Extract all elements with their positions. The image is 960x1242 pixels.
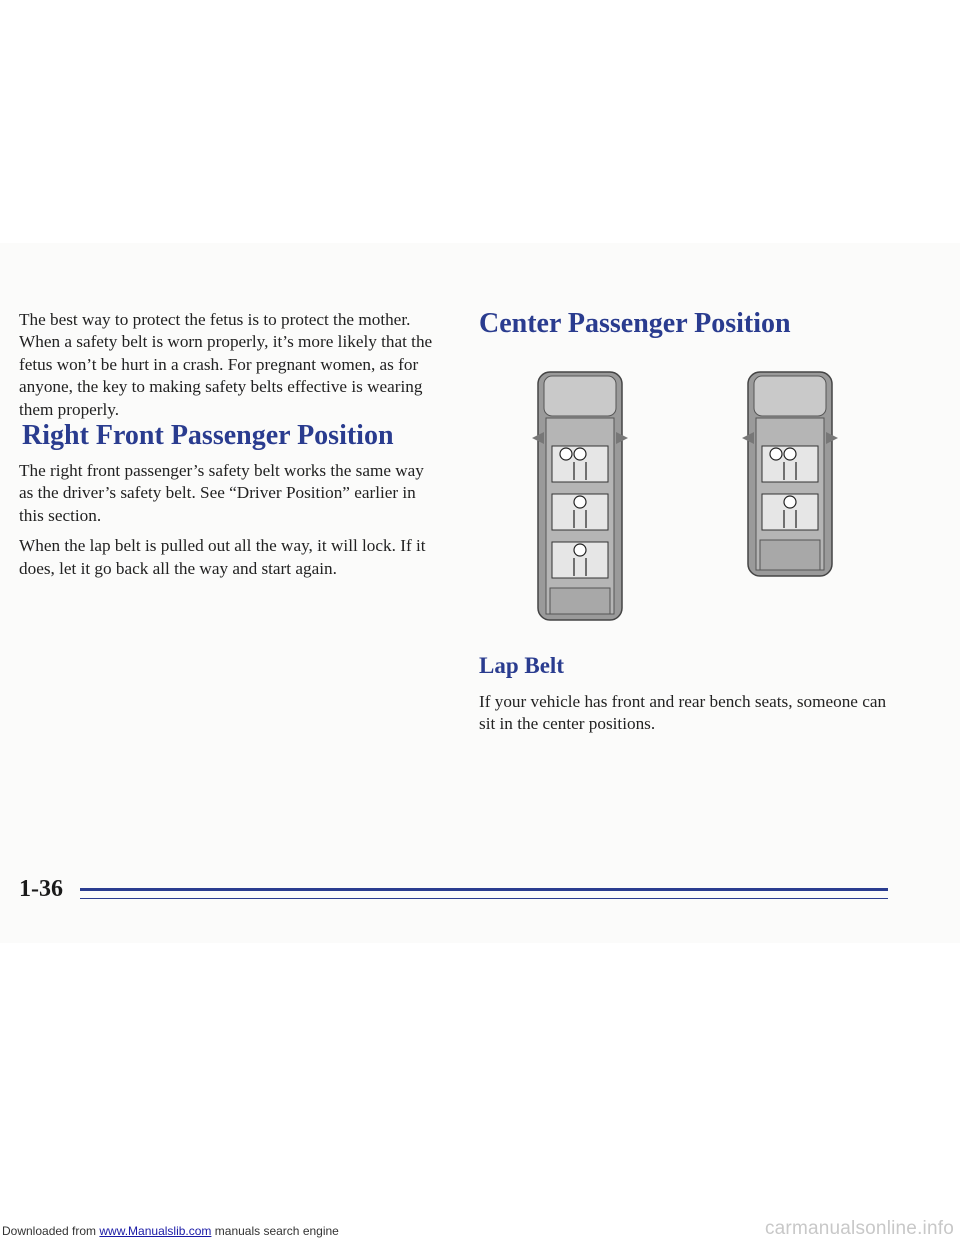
download-source-note bbox=[2, 1224, 339, 1238]
download-prefix: Downloaded from bbox=[2, 1224, 100, 1238]
center-position-paragraph: If your vehicle has front and rear bench seats, someone can sit in the center positions. bbox=[479, 692, 887, 734]
center-passenger-heading: Center Passenger Position bbox=[479, 308, 791, 339]
right-column-body bbox=[479, 691, 899, 736]
right-front-paragraph-2: When the lap belt is pulled out all the way, it will lock. If it does, let it go back all the way and start again. bbox=[19, 536, 426, 578]
page-number: 1-36 bbox=[19, 876, 63, 902]
site-watermark: carmanualsonline.info bbox=[764, 1218, 954, 1239]
footer-rule-thick bbox=[80, 888, 888, 891]
three-row-vehicle-diagram bbox=[530, 368, 630, 624]
download-suffix: manuals search engine bbox=[211, 1224, 339, 1238]
intro-paragraph: The best way to protect the fetus is to protect the mother. When a safety belt is worn properly, it’s more likely that the fetus won’t be hurt in a crash. For pregnant women, as for anyone, the key to making safety belts effective is wearing them properly. bbox=[19, 310, 433, 419]
manualslib-link[interactable]: www.Manualslib.com bbox=[99, 1224, 212, 1238]
two-row-vehicle-diagram bbox=[740, 368, 840, 580]
left-column-intro bbox=[19, 309, 439, 421]
left-column-body bbox=[19, 460, 439, 580]
right-front-paragraph-1: The right front passenger’s safety belt works the same way as the driver’s safety belt. See “Driver Position” earlier in this section. bbox=[19, 461, 424, 525]
right-front-passenger-heading: Right Front Passenger Position bbox=[22, 420, 394, 451]
footer-rule-thin bbox=[80, 898, 888, 899]
lap-belt-subheading: Lap Belt bbox=[479, 653, 564, 678]
